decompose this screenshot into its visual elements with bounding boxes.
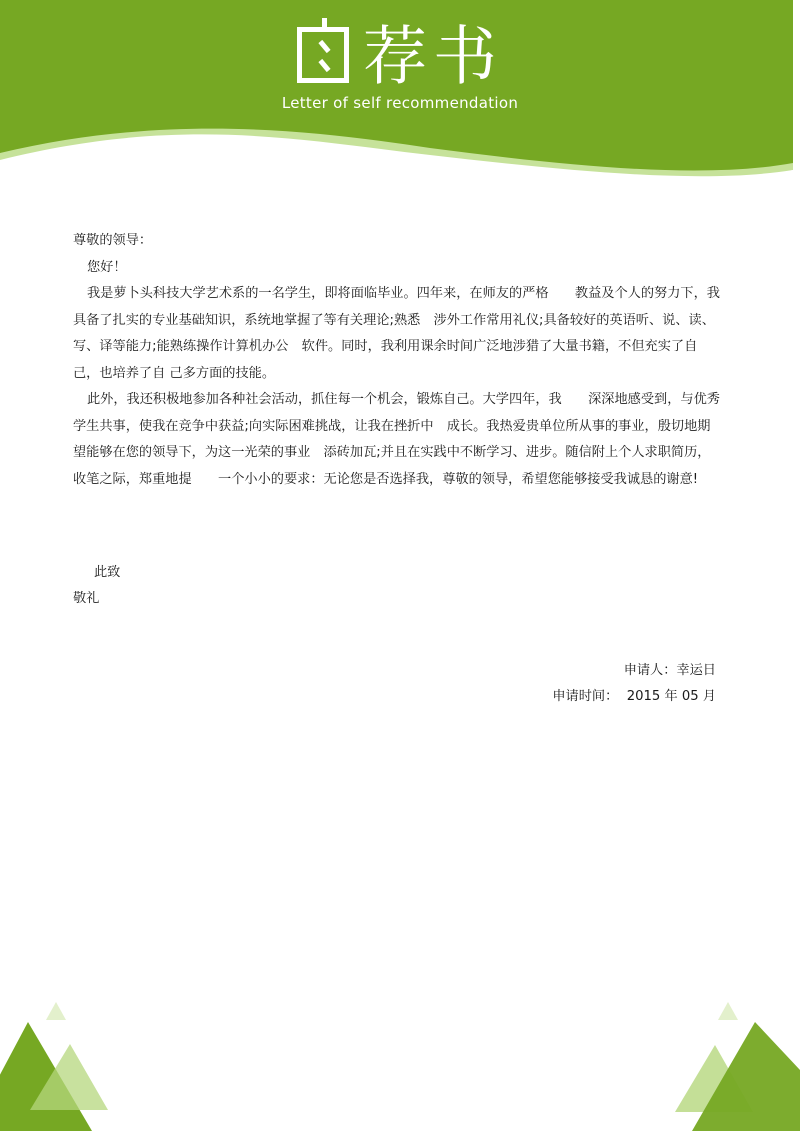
application-date: 申请时间： 2015 年 05 月 [552, 689, 716, 704]
greeting: 您好！ [87, 259, 127, 275]
salutation: 尊敬的领导： [73, 233, 153, 248]
decorative-triangles-right [660, 990, 800, 1131]
closing-jingli: 敬礼 [73, 591, 100, 606]
signature-block [552, 658, 716, 710]
letter-body [73, 228, 723, 493]
page-subtitle: Letter of self recommendation [281, 94, 519, 112]
title-text: 荐书 [363, 20, 503, 95]
decorative-triangles-left [0, 990, 140, 1131]
paragraph-2: 此外，我还积极地参加各种社会活动，抓住每一个机会，锻炼自己。大学四年，我 深深地感受到，与优秀学生共事，使我在竞争中获益;向实际困难挑战，让我在挫折中 成长。我热爱贵单位所从事的事业，殷切地期望能够在您的领导下，为这一光荣的事业 添砖加瓦;并且在实践中不断学习、进步。随信附上个人求职简历，收笔之际，郑重地提 一个小小的要求：无论您是否选择我，尊敬的领导，希望您能够接受我诚恳的谢意! [73, 392, 720, 487]
title-stylized-zi-glyph [297, 27, 349, 83]
closing-cizhi: 此致 [94, 565, 121, 580]
page-title [0, 14, 800, 98]
paragraph-1: 我是萝卜头科技大学艺术系的一名学生，即将面临毕业。四年来，在师友的严格 教益及个人的努力下，我具备了扎实的专业基础知识，系统地掌握了等有关理论;熟悉 涉外工作常用礼仪;具备较好的英语听、说、读、写、译等能力;能熟练操作计算机办公 软件。同时，我利用课余时间广泛地涉猎了大量书籍，不但充实了自己，也培养了自 己多方面的技能。 [73, 286, 720, 381]
applicant-name: 申请人：幸运日 [623, 663, 716, 678]
